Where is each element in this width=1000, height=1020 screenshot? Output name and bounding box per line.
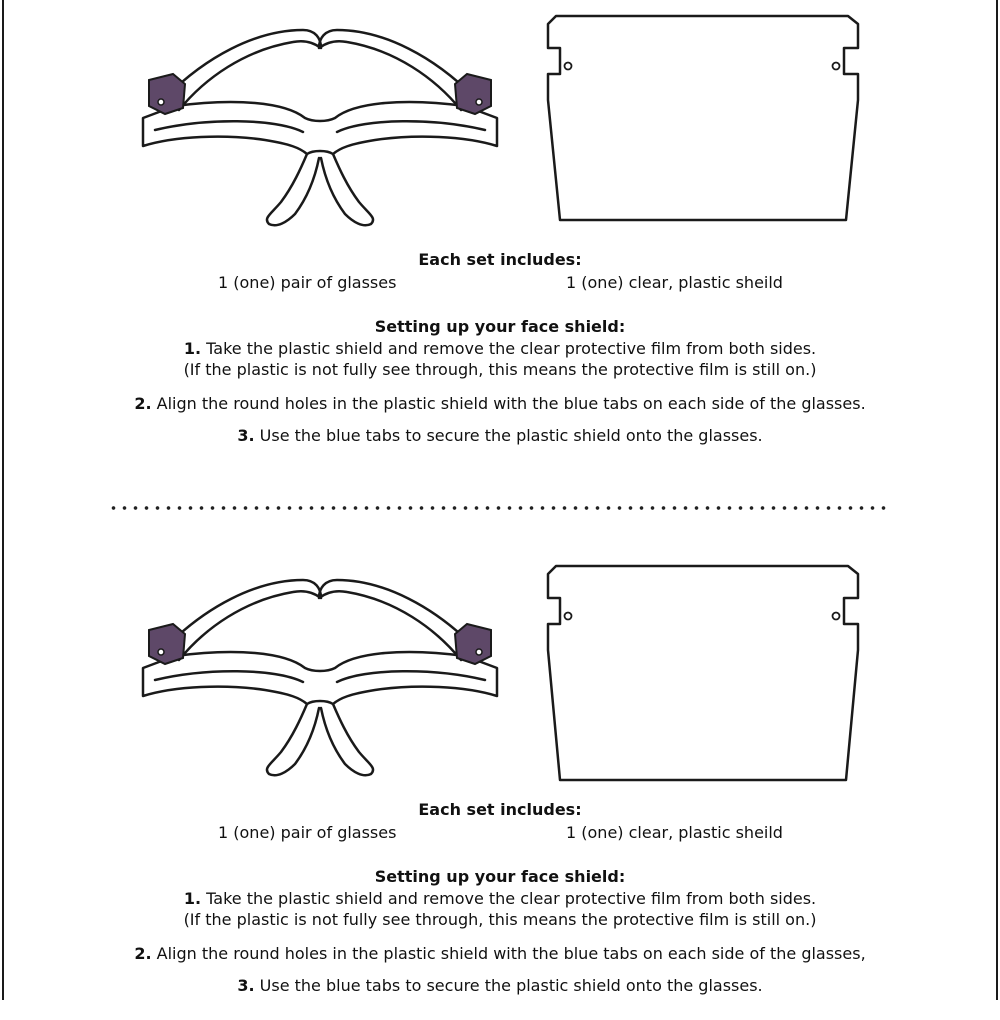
included-item-glasses: 1 (one) pair of glasses <box>218 823 397 842</box>
step-1-number: 1. <box>183 889 202 908</box>
step-2 <box>0 394 1000 413</box>
includes-title: Each set includes: <box>418 800 582 819</box>
step-1-text: Take the plastic shield and remove the clear protective film from both sides. <box>201 339 817 358</box>
step-3-number: 3. <box>237 426 255 445</box>
step-3 <box>0 426 1000 445</box>
step-1 <box>0 339 1000 358</box>
step-1-note: (If the plastic is not fully see through, this means the protective film is still on.) <box>183 910 817 929</box>
step-2-number: 2. <box>134 394 152 413</box>
glasses-illustration <box>135 18 505 228</box>
step-2-text: Align the round holes in the plastic shield with the blue tabs on each side of the glasses. <box>151 394 866 413</box>
step-3-number: 3. <box>237 976 255 995</box>
step-3-text: Use the blue tabs to secure the plastic shield onto the glasses. <box>254 976 763 995</box>
step-1-text: Take the plastic shield and remove the clear protective film from both sides. <box>201 889 817 908</box>
step-3-text: Use the blue tabs to secure the plastic shield onto the glasses. <box>254 426 763 445</box>
step-1-number: 1. <box>183 339 202 358</box>
shield-illustration <box>542 560 867 785</box>
instruction-card-bottom <box>0 550 1000 1020</box>
step-1 <box>0 889 1000 908</box>
step-2 <box>0 944 1000 963</box>
step-2-text: Align the round holes in the plastic shield with the blue tabs on each side of the glasses, <box>151 944 866 963</box>
dotted-cut-line <box>108 505 888 511</box>
shield-illustration <box>542 10 867 235</box>
instruction-card-top <box>0 0 1000 470</box>
setup-title: Setting up your face shield: <box>374 317 626 336</box>
setup-title: Setting up your face shield: <box>374 867 626 886</box>
glasses-illustration <box>135 568 505 778</box>
step-1-note: (If the plastic is not fully see through, this means the protective film is still on.) <box>183 360 817 379</box>
included-item-shield: 1 (one) clear, plastic sheild <box>566 823 783 842</box>
includes-title: Each set includes: <box>418 250 582 269</box>
included-item-glasses: 1 (one) pair of glasses <box>218 273 397 292</box>
included-item-shield: 1 (one) clear, plastic sheild <box>566 273 783 292</box>
step-3 <box>0 976 1000 995</box>
step-2-number: 2. <box>134 944 152 963</box>
